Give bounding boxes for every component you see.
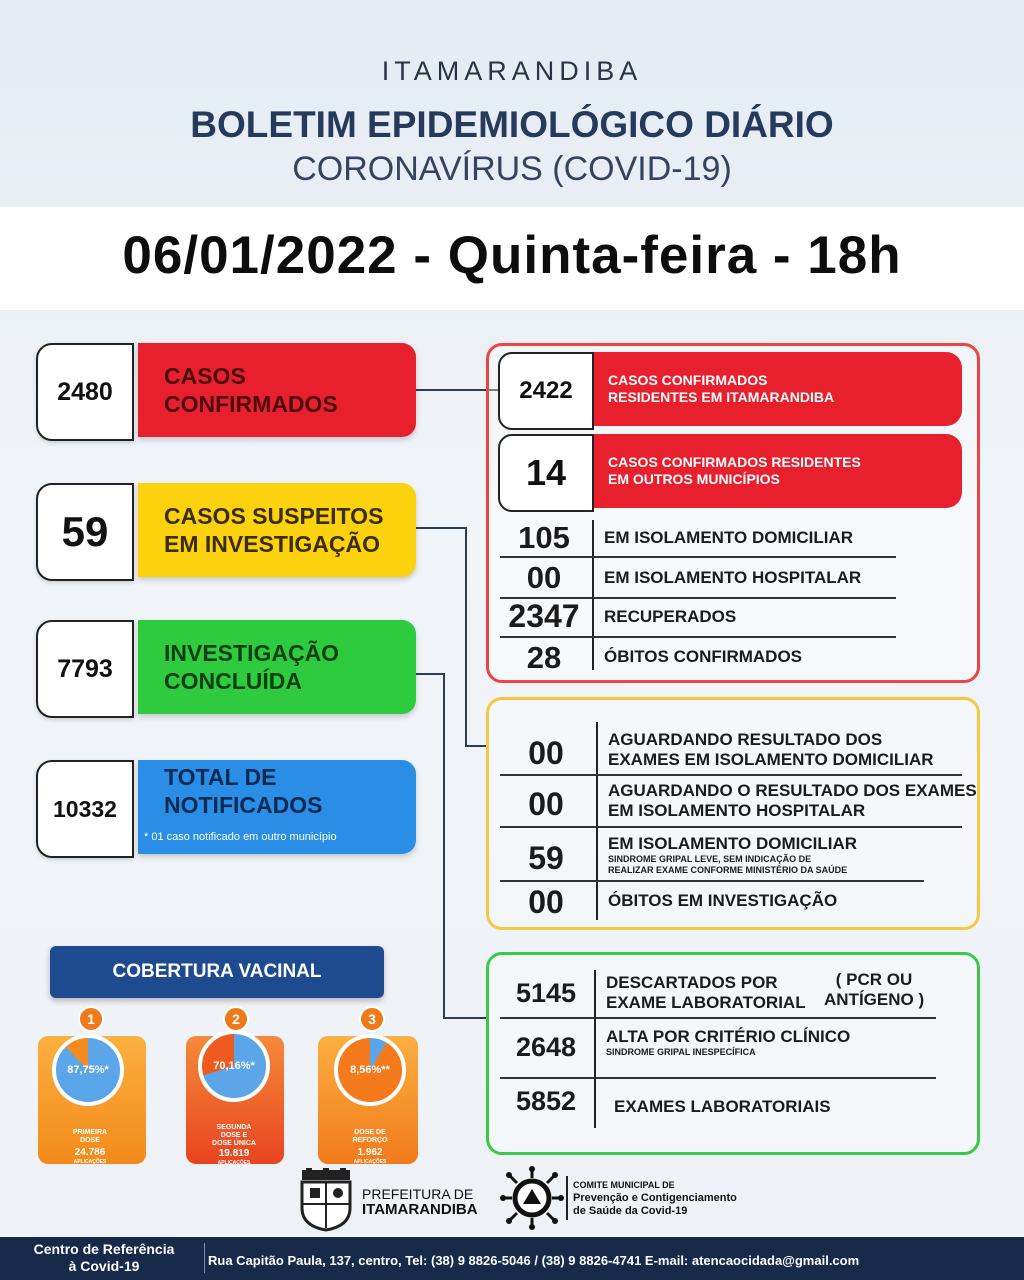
city-name: ITAMARANDIBA: [381, 56, 643, 86]
concluded-investigation-label-2: CONCLUÍDA: [164, 668, 302, 694]
confirmed-cases-value: 2480: [36, 343, 134, 441]
discarded-value: 5145: [515, 978, 577, 1008]
comite-line-2: Prevenção e Contigenciamento: [573, 1192, 737, 1204]
residents-confirmed-value: 2422: [498, 352, 594, 430]
suspect-home-isolation-value: 59: [528, 840, 564, 876]
footer-contact: Rua Capitão Paula, 137, centro, Tel: (38) 9 8826-5046 / (38) 9 8826-4741 E-mail: atencaocidada@gmail.com: [208, 1253, 860, 1268]
concluded-investigation-card: [138, 620, 416, 714]
awaiting-hospital-label-2: EM ISOLAMENTO HOSPITALAR: [608, 801, 866, 820]
dose2-badge: 2: [223, 1006, 249, 1032]
suspect-home-isolation-note-1: SINDROME GRIPAL LEVE, SEM INDICAÇÃO DE: [608, 854, 812, 864]
discarded-label: [606, 973, 806, 1013]
awaiting-home-label-1: AGUARDANDO RESULTADO DOS: [608, 730, 883, 749]
total-notified-card: [138, 760, 416, 854]
dose2-label-1: SEGUNDA: [216, 1124, 252, 1131]
awaiting-home-label-2: EXAMES EM ISOLAMENTO DOMICILIAR: [608, 750, 934, 769]
other-municipality-confirmed-label: [594, 434, 962, 508]
lab-exams-label: EXAMES LABORATORIAIS: [614, 1097, 831, 1116]
row-divider: [500, 1077, 936, 1079]
dose1-badge: 1: [78, 1006, 104, 1032]
confirmed-cases-label-1: CASOS: [164, 363, 246, 389]
dose3-label: [338, 1129, 402, 1145]
recovered-label: RECUPERADOS: [604, 607, 737, 626]
clinical-discharge-note: SINDROME GRIPAL INESPECÍFICA: [606, 1047, 756, 1057]
dose3-label-2: REFORÇO: [352, 1137, 388, 1144]
dose1-unit: APLICAÇÕES: [73, 1159, 107, 1165]
deaths-confirmed-label: ÓBITOS CONFIRMADOS: [604, 647, 803, 666]
residents-confirmed-label-1: CASOS CONFIRMADOS: [608, 372, 768, 388]
suspect-home-isolation-label-1: EM ISOLAMENTO DOMICILIAR: [608, 834, 858, 853]
dose2-label: [202, 1124, 266, 1148]
row-divider: [500, 556, 896, 558]
deaths-confirmed-value: 28: [526, 640, 562, 675]
suspect-cases-label-2: EM INVESTIGAÇÃO: [164, 531, 380, 557]
footer-divider: [204, 1243, 205, 1273]
awaiting-hospital-value: 00: [528, 786, 564, 822]
vaccine-coverage-title: COBERTURA VACINAL: [50, 946, 384, 998]
bulletin-title: BOLETIM EPIDEMIOLÓGICO DIÁRIO: [190, 104, 834, 145]
comite-line-1: COMITE MUNICIPAL DE: [573, 1180, 675, 1190]
discarded-aside-1: ( PCR OU: [835, 970, 913, 989]
reference-center-line-2: à Covid-19: [68, 1258, 140, 1274]
hospital-isolation-value: 00: [526, 560, 562, 595]
row-divider: [500, 1017, 936, 1019]
bulletin-subtitle: CORONAVÍRUS (COVID-19): [292, 150, 732, 188]
dose3-coverage-chart: [334, 1034, 406, 1106]
dose2-percent: 70,16%*: [213, 1060, 255, 1072]
total-notified-label-2: NOTIFICADOS: [164, 792, 323, 818]
prefeitura-line-2: ITAMARANDIBA: [362, 1201, 478, 1218]
dose1-label-2: DOSE: [80, 1137, 100, 1144]
suspect-cases-card: [138, 483, 416, 577]
residents-confirmed-label: [594, 352, 962, 426]
dose2-count: 19.819: [218, 1148, 250, 1159]
dose3-count: 1.962: [357, 1147, 383, 1158]
awaiting-hospital-label: [608, 781, 977, 821]
dose1-percent: 87,75%*: [67, 1064, 109, 1076]
virus-committee-icon: [500, 1166, 564, 1230]
dose2-label-2: DOSE E: [220, 1132, 248, 1139]
total-notified-label-1: TOTAL DE: [164, 764, 277, 790]
discarded-label-2: EXAME LABORATORIAL: [606, 993, 806, 1012]
suspect-cases-label-1: CASOS SUSPEITOS: [164, 503, 384, 529]
other-municipality-confirmed-label-2: EM OUTROS MUNICÍPIOS: [608, 471, 780, 487]
discarded-aside-2: ANTÍGENO ): [824, 990, 925, 1009]
row-divider: [500, 880, 924, 882]
reference-center-line-1: Centro de Referência: [33, 1241, 175, 1257]
dose1-coverage-chart: [52, 1034, 124, 1106]
suspect-home-isolation-label: [608, 834, 857, 876]
confirmed-cases-card: [138, 343, 416, 437]
bulletin-date: 06/01/2022 - Quinta-feira - 18h: [122, 226, 902, 285]
confirmed-cases-label-2: CONFIRMADOS: [164, 391, 338, 417]
dose1-count: 24.786: [74, 1147, 106, 1158]
other-municipality-confirmed-value: 14: [498, 434, 594, 512]
clinical-discharge-label-1: ALTA POR CRITÉRIO CLÍNICO: [606, 1027, 851, 1046]
suspect-rows-divider: [596, 722, 598, 920]
clinical-discharge-value: 2648: [515, 1032, 577, 1062]
deaths-investigation-value: 00: [528, 884, 564, 920]
dose1-label: [58, 1129, 122, 1145]
confirmed-rows-divider: [592, 520, 594, 670]
dose2-label-3: DOSE ÚNICA: [212, 1140, 256, 1147]
dose2-unit: APLICAÇÕES: [217, 1160, 251, 1166]
recovered-value: 2347: [508, 598, 580, 634]
home-isolation-value: 105: [518, 520, 570, 555]
deaths-investigation-label: ÓBITOS EM INVESTIGAÇÃO: [608, 891, 838, 910]
total-notified-note: * 01 caso notificado em outro município: [144, 831, 337, 843]
concluded-rows-divider: [594, 970, 596, 1128]
row-divider: [500, 826, 962, 828]
dose3-label-1: DOSE DE: [354, 1129, 386, 1136]
dose3-unit: APLICAÇÕES: [353, 1159, 387, 1165]
concluded-investigation-label-1: INVESTIGAÇÃO: [164, 640, 340, 666]
residents-confirmed-label-2: RESIDENTES EM ITAMARANDIBA: [608, 389, 835, 405]
reference-center: [6, 1241, 202, 1275]
row-divider: [500, 774, 962, 776]
hospital-isolation-label: EM ISOLAMENTO HOSPITALAR: [604, 568, 862, 587]
awaiting-home-value: 00: [528, 735, 564, 771]
dose3-badge: 3: [359, 1006, 385, 1032]
awaiting-hospital-label-1: AGUARDANDO O RESULTADO DOS EXAMES: [608, 781, 977, 800]
prefeitura-line-1: PREFEITURA DE: [362, 1186, 474, 1202]
dose2-coverage-chart: [198, 1030, 270, 1102]
concluded-investigation-value: 7793: [36, 620, 134, 718]
suspect-cases-value: 59: [36, 483, 134, 581]
awaiting-home-label: [608, 730, 934, 770]
dose3-percent: 8,56%**: [350, 1064, 390, 1076]
suspect-home-isolation-note-2: REALIZAR EXAME CONFORME MINISTÉRIO DA SAÚDE: [608, 865, 848, 875]
discarded-aside: [824, 970, 924, 1010]
lab-exams-value: 5852: [515, 1086, 577, 1116]
city-coat-of-arms-icon: [298, 1168, 354, 1232]
home-isolation-label: EM ISOLAMENTO DOMICILIAR: [604, 528, 854, 547]
total-notified-value: 10332: [36, 760, 134, 858]
row-divider: [500, 636, 896, 638]
logo-divider: [566, 1176, 568, 1220]
discarded-label-1: DESCARTADOS POR: [606, 973, 778, 992]
comite-line-3: de Saúde da Covid-19: [573, 1205, 688, 1217]
clinical-discharge-label: [606, 1027, 850, 1058]
dose1-label-1: PRIMEIRA: [72, 1129, 108, 1136]
other-municipality-confirmed-label-1: CASOS CONFIRMADOS RESIDENTES: [608, 454, 861, 470]
